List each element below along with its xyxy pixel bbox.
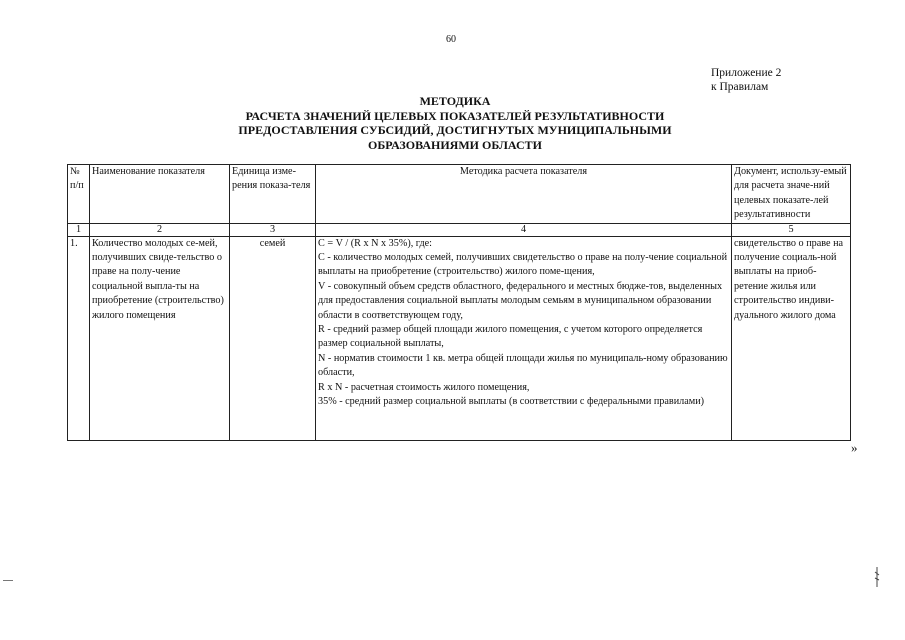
document-heading	[170, 94, 740, 152]
header-number: № п/п	[68, 165, 90, 224]
method-line: V - совокупный объем средств областного, федерального и местных бюдже-тов, выделенных для предоставления социальной выплаты молодым семьям в муниципальном образовании области в соответствующем году,	[318, 280, 723, 321]
method-line: R - средний размер общей площади жилого помещения, с учетом которого определяется размер социальной выплаты,	[318, 324, 703, 350]
appendix-line-2: к Правилам	[711, 81, 769, 93]
methodology-table	[67, 164, 851, 441]
header-method: Методика расчета показателя	[316, 165, 732, 224]
closing-quote: »	[851, 440, 858, 455]
method-line: С - количество молодых семей, получивших свидетельство о праве на полу-чение социальной выплаты на приобретение (строительство) жилого поме-щения,	[318, 252, 728, 278]
table-header-row	[68, 165, 851, 224]
method-line: 35% - средний размер социальной выплаты (в соответствии с федеральными правилами)	[318, 396, 705, 408]
appendix-note	[711, 66, 781, 94]
method-line: R x N - расчетная стоимость жилого помещения,	[318, 381, 530, 393]
heading-line-1: МЕТОДИКА	[419, 94, 491, 108]
heading-line-3: ПРЕДОСТАВЛЕНИЯ СУБСИДИЙ, ДОСТИГНУТЫХ МУНИЦИПАЛЬНЫМИ	[238, 123, 672, 137]
method-line: С = V / (R x N x 35%), где:	[318, 237, 433, 249]
row-document: свидетельство о праве на получение социаль-ной выплаты на приоб-ретение жилья или строительство индиви-дуального жилого дома	[732, 236, 851, 440]
page-number: 60	[446, 34, 456, 45]
appendix-line-1: Приложение 2	[711, 67, 782, 79]
heading-line-4: ОБРАЗОВАНИЯМИ ОБЛАСТИ	[368, 137, 542, 152]
table-column-number-row	[68, 223, 851, 236]
heading-line-2: РАСЧЕТА ЗНАЧЕНИЙ ЦЕЛЕВЫХ ПОКАЗАТЕЛЕЙ РЕЗУЛЬТАТИВНОСТИ	[245, 108, 665, 123]
method-line: N - норматив стоимости 1 кв. метра общей площади жилья по муниципаль-ному образованию области,	[318, 352, 728, 379]
row-method	[316, 236, 732, 440]
header-document: Документ, использу-емый для расчета значе-ний целевых показате-лей результативности	[732, 165, 851, 224]
header-indicator-name: Наименование показателя	[90, 165, 230, 224]
scan-artifact-icon	[874, 566, 880, 588]
table-row	[68, 236, 851, 440]
column-number-4: 4	[316, 223, 732, 236]
margin-mark	[3, 580, 13, 581]
row-number: 1.	[68, 236, 90, 440]
column-number-3: 3	[230, 223, 316, 236]
column-number-1: 1	[68, 223, 90, 236]
row-indicator-name: Количество молодых се-мей, получивших свиде-тельство о праве на полу-чение социальной выпла-ты на приобретение (строительство) жилого помещения	[90, 236, 230, 440]
column-number-5: 5	[732, 223, 851, 236]
column-number-2: 2	[90, 223, 230, 236]
header-unit: Единица изме-рения показа-теля	[230, 165, 316, 224]
row-unit: семей	[230, 236, 316, 440]
